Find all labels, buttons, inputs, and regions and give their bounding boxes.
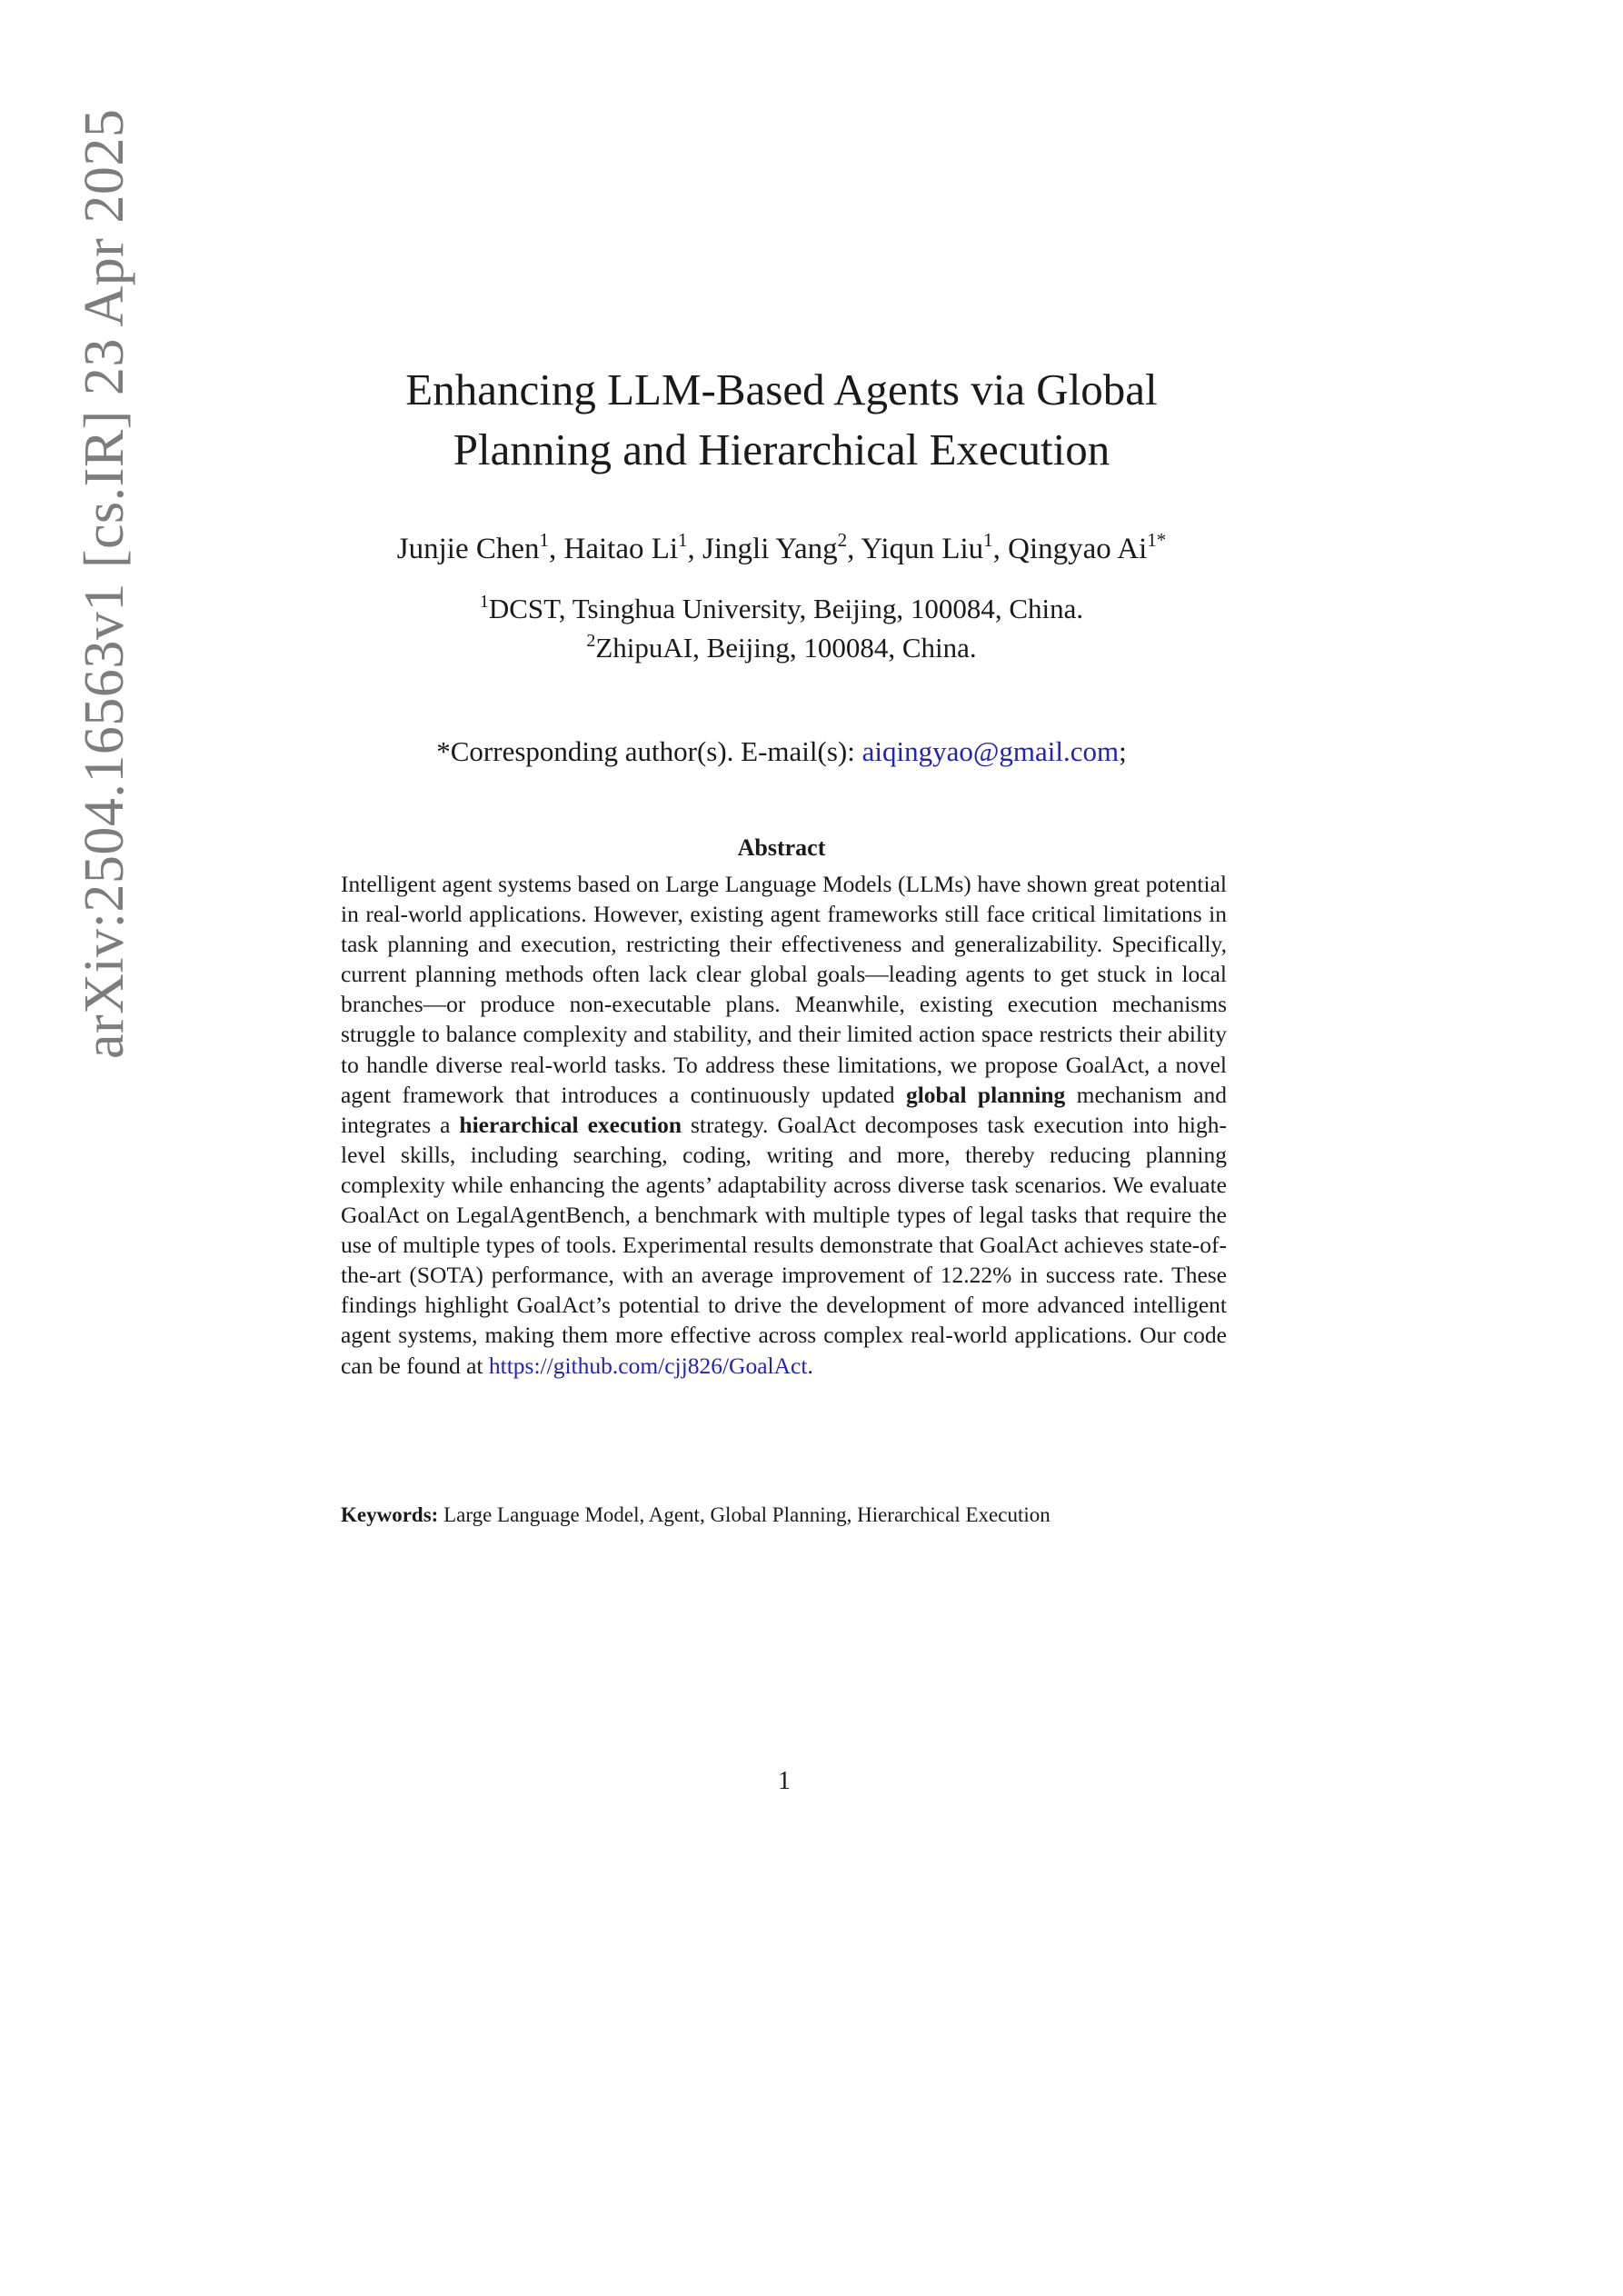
affiliation-mark: 1	[479, 592, 489, 612]
affiliation	[273, 628, 1290, 667]
affiliation	[273, 589, 1290, 628]
corresponding-suffix: ;	[1119, 735, 1127, 767]
keywords-label: Keywords:	[341, 1503, 439, 1526]
keywords	[341, 1502, 1227, 1529]
author-separator: ,	[687, 533, 703, 565]
abstract-emphasis-hierarchical-execution: hierarchical execution	[459, 1111, 682, 1138]
author-affiliation-mark: 1	[539, 529, 549, 551]
page-number: 1	[778, 1767, 791, 1795]
abstract-emphasis-global-planning: global planning	[905, 1081, 1066, 1108]
arxiv-identifier-stamp: arXiv:2504.16563v1 [cs.IR] 23 Apr 2025	[74, 108, 135, 1059]
author	[563, 529, 688, 565]
author-list	[182, 530, 1381, 568]
author-separator: ,	[992, 533, 1009, 565]
author-affiliation-mark: 1	[678, 529, 688, 551]
affiliation-list	[273, 589, 1290, 667]
abstract-text-part-3: strategy. GoalAct decomposes task execution into high-level skills, including searching, coding, writing and more, thereby reducing planning complexity while enhancing the agents’ adaptability across diverse task scenarios. We evaluate GoalAct on LegalAgentBench, a benchmark with multiple types of legal tasks that require the use of multiple types of tools. Experimental results demonstrate that GoalAct achieves state-of-the-art (SOTA) performance, with an average improvement of 12.22% in success rate. These findings highlight GoalAct’s potential to drive the development of more advanced intelligent agent systems, making them more effective across complex real-world applications. Our code can be found at	[341, 1111, 1227, 1379]
email-link[interactable]: aiqingyao@gmail.com	[861, 735, 1120, 767]
author-name: Haitao Li	[563, 533, 679, 565]
corresponding-author-note	[273, 733, 1290, 771]
author-separator: ,	[847, 533, 861, 565]
author-name: Junjie Chen	[396, 533, 540, 565]
abstract-text-part-1: Intelligent agent systems based on Large Language Models (LLMs) have shown great potential in real-world applications. However, existing agent frameworks still face critical limitations in task planning and execution, restricting their effectiveness and generalizability. Specifically, current planning methods often lack clear global goals—leading agents to get stuck in local branches—or produce non-executable plans. Meanwhile, existing execution mechanisms struggle to balance complexity and stability, and their limited action space restricts their ability to handle diverse real-world tasks. To address these limitations, we propose GoalAct, a novel agent framework that introduces a continuously updated	[341, 871, 1227, 1108]
affiliation-mark: 2	[586, 631, 596, 651]
affiliation-text: ZhipuAI, Beijing, 100084, China.	[595, 632, 977, 664]
code-repository-link[interactable]: https://github.com/cjj826/GoalAct	[488, 1352, 808, 1379]
corresponding-prefix: *Corresponding author(s). E-mail(s):	[436, 735, 862, 767]
author	[702, 529, 848, 565]
abstract-end: .	[807, 1352, 813, 1379]
author	[1008, 529, 1167, 565]
author	[396, 529, 549, 565]
author-name: Yiqun Liu	[861, 533, 984, 565]
affiliation-text: DCST, Tsinghua University, Beijing, 100084, China.	[488, 593, 1084, 624]
author-separator: ,	[549, 533, 564, 565]
author-affiliation-mark: 2	[837, 529, 848, 551]
paper-title	[273, 360, 1290, 480]
title-line-1: Enhancing LLM-Based Agents via Global	[405, 364, 1158, 414]
author-name: Jingli Yang	[702, 533, 838, 565]
title-line-2: Planning and Hierarchical Execution	[453, 424, 1110, 474]
keywords-text: Large Language Model, Agent, Global Planning, Hierarchical Execution	[438, 1503, 1050, 1526]
abstract-body	[341, 869, 1227, 1381]
author-name: Qingyao Ai	[1008, 533, 1148, 565]
author	[861, 529, 993, 565]
abstract-text-part-2: mechanism and integrates a	[341, 1081, 1228, 1138]
author-affiliation-mark: 1	[983, 529, 993, 551]
author-affiliation-mark: 1*	[1147, 529, 1167, 551]
abstract-heading: Abstract	[737, 834, 826, 861]
